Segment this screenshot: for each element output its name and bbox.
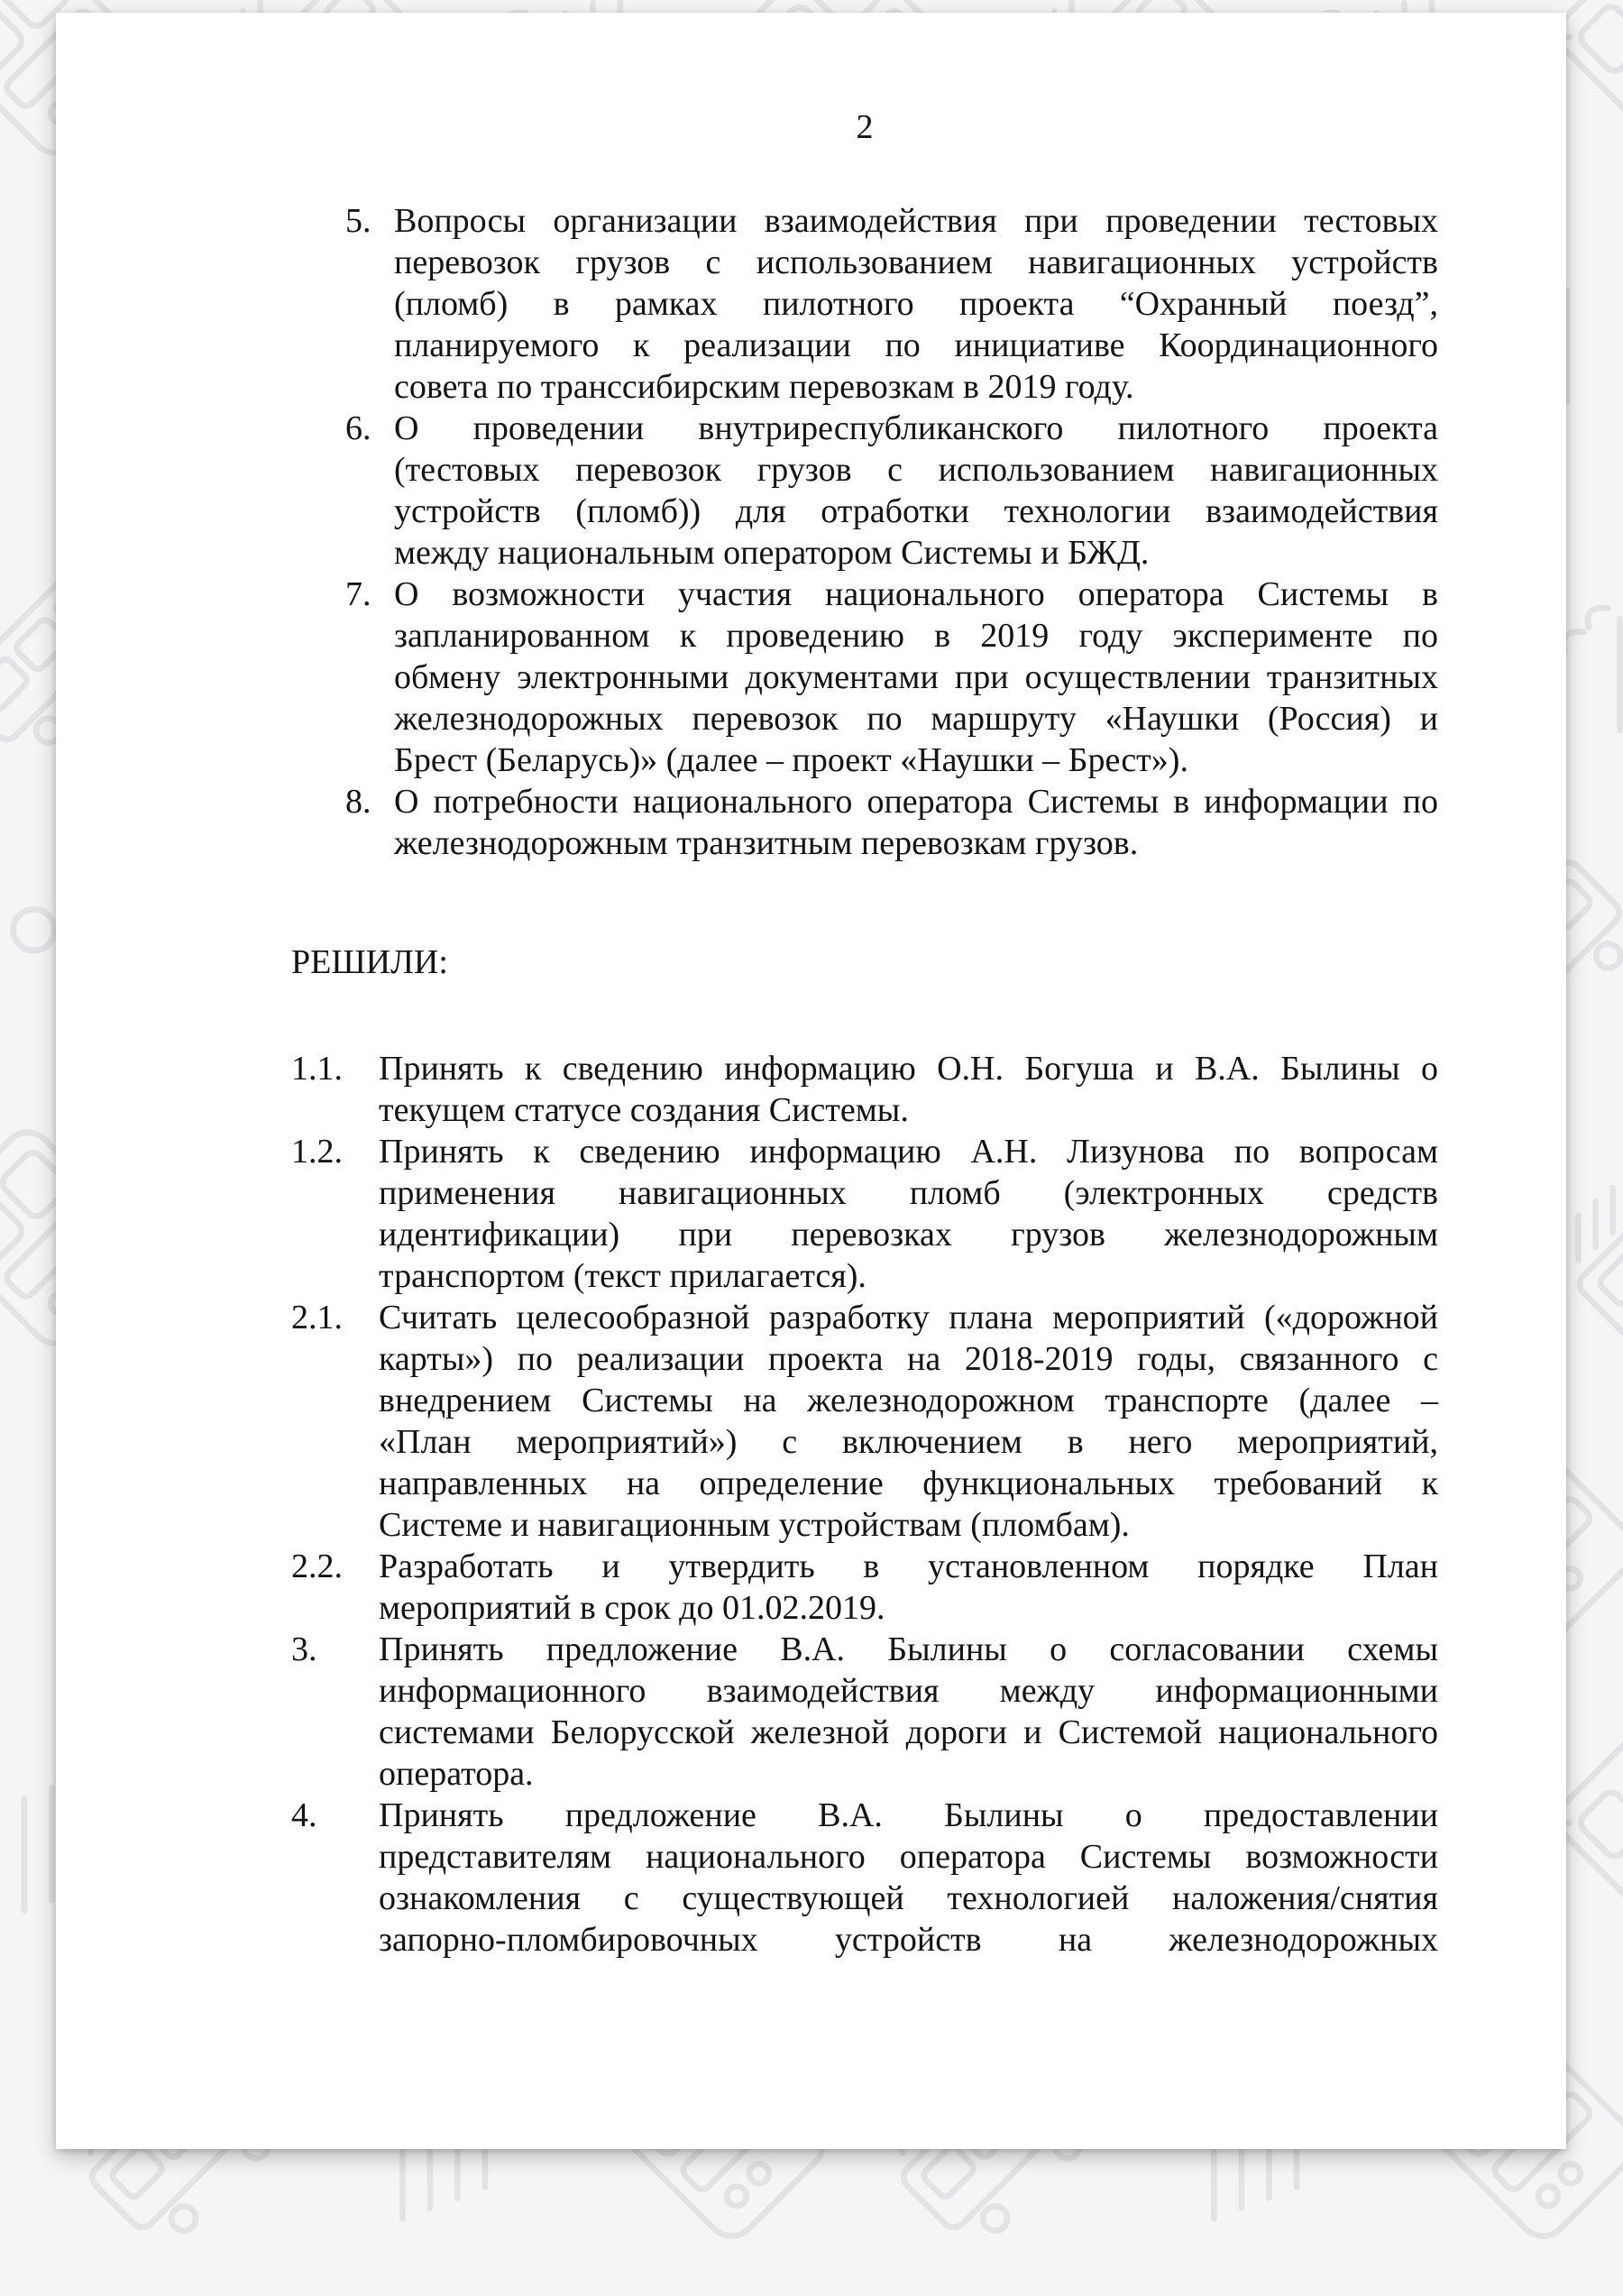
- text-line: Вопросы организации взаимодействия при проведении тестовых: [394, 202, 1438, 240]
- page-number: 2: [856, 108, 874, 146]
- item-number: 4.: [291, 1796, 317, 1834]
- text-line: (тестовых перевозок грузов с использованием навигационных: [394, 451, 1438, 489]
- text-line: железнодорожных перевозок по маршруту «Наушки (Россия) и: [394, 700, 1438, 738]
- text-line: Системе и навигационным устройствам (пломбам).: [379, 1506, 1130, 1544]
- text-line: устройств (пломб)) для отработки технологии взаимодействия: [394, 492, 1438, 530]
- document-content: [291, 13, 1438, 1961]
- text-line: системами Белорусской железной дороги и Системой национального: [379, 1713, 1438, 1751]
- train-icon: [1609, 166, 1623, 510]
- text-line: Принять предложение В.А. Былины о согласовании схемы: [379, 1630, 1438, 1668]
- railcar-icon: [1609, 1952, 1623, 2296]
- text-line: железнодорожным транзитным перевозкам грузов.: [394, 824, 1139, 862]
- item-number: 6.: [345, 409, 371, 447]
- text-line: Разработать и утвердить в установленном порядке План: [379, 1548, 1438, 1585]
- text-line: О проведении внутриреспубликанского пилотного проекта: [394, 409, 1438, 447]
- list-item: [291, 1546, 1438, 1629]
- text-line: перевозок грузов с использованием навигационных устройств: [394, 243, 1438, 281]
- item-number: 5.: [345, 202, 371, 240]
- text-line: обмену электронными документами при осуществлении транзитных: [394, 658, 1438, 696]
- list-item: [291, 408, 1438, 574]
- item-number: 1.1.: [291, 1050, 343, 1088]
- text-line: О возможности участия национального оператора Системы в: [394, 575, 1438, 613]
- list-item: [291, 1297, 1438, 1546]
- list-item: [291, 1048, 1438, 1131]
- text-line: внедрением Системы на железнодорожном транспорте (далее –: [379, 1382, 1438, 1419]
- document-page: [56, 13, 1566, 2149]
- list-item: [291, 1629, 1438, 1795]
- text-line: применения навигационных пломб (электронных средств: [379, 1174, 1438, 1212]
- text-line: Брест (Беларусь)» (далее – проект «Наушки – Брест»).: [394, 741, 1188, 779]
- item-number: 3.: [291, 1630, 317, 1668]
- text-line: карты») по реализации проекта на 2018-2019 годы, связанного с: [379, 1340, 1438, 1378]
- railcar-icon: [1609, 1356, 1623, 1701]
- text-line: транспортом (текст прилагается).: [379, 1257, 867, 1295]
- rail-lines-icon: [1609, 761, 1623, 1106]
- text-line: Считать целесообразной разработку плана мероприятий («дорожной: [379, 1299, 1438, 1336]
- text-line: (пломб) в рамках пилотного проекта “Охранный поезд”,: [394, 285, 1438, 323]
- text-line: идентификации) при перевозках грузов железнодорожным: [379, 1216, 1438, 1254]
- text-line: ознакомления с существующей технологией наложения/снятия: [379, 1879, 1438, 1917]
- list-item: [291, 781, 1438, 864]
- text-line: оператора.: [379, 1755, 534, 1793]
- text-line: Принять к сведению информацию О.Н. Богуша и В.А. Былины о: [379, 1050, 1438, 1088]
- text-line: направленных на определение функциональных требований к: [379, 1465, 1438, 1502]
- text-line: Принять предложение В.А. Былины о предоставлении: [379, 1796, 1438, 1834]
- list-item: [291, 1795, 1438, 1961]
- item-number: 2.2.: [291, 1548, 343, 1585]
- text-line: «План мероприятий») с включением в него мероприятий,: [379, 1423, 1438, 1461]
- item-number: 1.2.: [291, 1133, 343, 1171]
- text-line: представителям национального оператора Системы возможности: [379, 1838, 1438, 1876]
- text-line: между национальным оператором Системы и БЖД.: [394, 534, 1150, 572]
- decided-heading: РЕШИЛИ:: [291, 943, 448, 981]
- text-line: планируемого к реализации по инициативе Координационного: [394, 326, 1438, 364]
- text-line: Принять к сведению информацию А.Н. Лизунова по вопросам: [379, 1133, 1438, 1171]
- text-line: информационного взаимодействия между информационными: [379, 1672, 1438, 1710]
- list-item: [291, 200, 1438, 408]
- text-line: совета по транссибирским перевозкам в 2019 году.: [394, 368, 1134, 406]
- item-number: 2.1.: [291, 1299, 343, 1336]
- text-line: текущем статусе создания Системы.: [379, 1091, 909, 1129]
- item-number: 8.: [345, 783, 371, 821]
- item-number: 7.: [345, 575, 371, 613]
- list-item: [291, 1131, 1438, 1297]
- decisions-list: [291, 1048, 1438, 1961]
- text-line: О потребности национального оператора Системы в информации по: [394, 783, 1438, 821]
- list-item: [291, 574, 1438, 781]
- text-line: мероприятий в срок до 01.02.2019.: [379, 1589, 885, 1627]
- text-line: запланированном к проведению в 2019 году эксперименте по: [394, 617, 1438, 655]
- agenda-list: [291, 200, 1438, 864]
- text-line: запорно-пломбировочных устройств на железнодорожных: [379, 1921, 1438, 1959]
